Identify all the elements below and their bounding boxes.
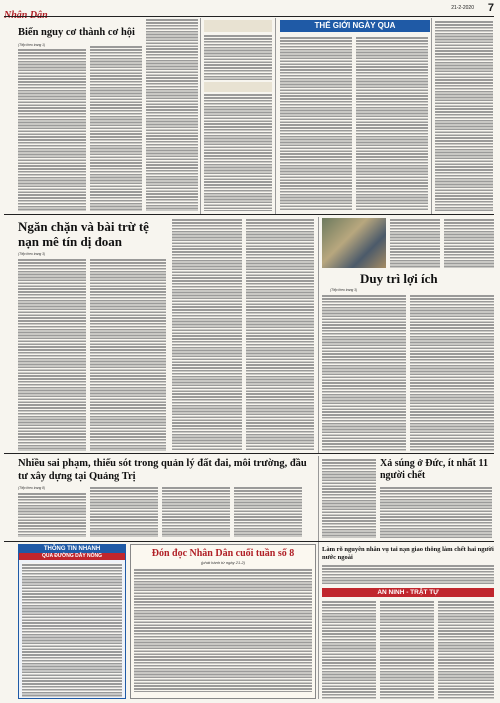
article-body	[356, 36, 428, 211]
article-body	[134, 568, 312, 692]
masthead	[4, 3, 64, 15]
news-photo	[322, 218, 386, 268]
article-body	[90, 486, 158, 537]
article-body	[322, 600, 376, 699]
article-body	[380, 486, 492, 538]
article-title: Làm rõ nguyên nhân vụ tai nạn giao thông làm chết hai người nước ngoài	[322, 546, 494, 561]
article-body	[18, 492, 86, 537]
column-rule	[318, 217, 319, 453]
section-rule	[4, 214, 494, 215]
section-subheader: QUA ĐƯỜNG DÂY NÓNG	[19, 553, 125, 560]
section-header: THÔNG TIN NHANH	[19, 545, 125, 553]
section-rule	[4, 453, 494, 454]
section-header: THẾ GIỚI NGÀY QUA	[280, 20, 430, 32]
article-title: Ngăn chặn và bài trừ tệ nạn mê tín dị đoan	[18, 219, 149, 249]
article-body	[146, 18, 198, 211]
article-body	[280, 36, 352, 211]
article-body	[162, 486, 230, 537]
column-rule	[275, 18, 276, 214]
article-body	[172, 218, 242, 451]
article-body	[435, 20, 493, 211]
article-body	[246, 218, 314, 451]
article-body	[322, 294, 406, 451]
header-rule	[4, 16, 494, 17]
article-body	[444, 218, 494, 268]
column-rule	[200, 18, 201, 214]
article-body	[322, 564, 494, 584]
quick-news-box	[18, 544, 126, 699]
article-body	[204, 93, 272, 211]
page-number: 7	[487, 2, 494, 14]
column-rule	[318, 456, 319, 546]
promo-box	[130, 544, 316, 699]
column-rule	[318, 544, 319, 699]
page-date: 21-2-2020	[451, 5, 474, 11]
column-rule	[431, 18, 432, 214]
article-body	[390, 218, 440, 268]
article-body	[22, 563, 122, 697]
article-body	[322, 458, 376, 538]
article-title: Xả súng ở Đức, ít nhất 11 người chết	[380, 458, 488, 481]
section-header: AN NINH - TRẬT TỰ	[322, 588, 494, 597]
article-title: Nhiều sai phạm, thiếu sót trong quản lý đất đai, môi trường, đầu tư xây dựng tại Quảng Trị	[18, 458, 307, 482]
promo-title: Đón đọc Nhân Dân cuối tuần số 8	[151, 548, 295, 559]
byline: (Tiếp theo trang 8)	[18, 486, 46, 490]
article-body	[234, 486, 302, 537]
article-title: Duy trì lợi ích	[360, 271, 438, 286]
article-body	[438, 600, 494, 699]
subhead	[204, 82, 272, 92]
promo-subtitle: (phát hành từ ngày 21-2)	[200, 560, 246, 565]
byline: (Tiếp theo trang 1)	[18, 43, 46, 47]
article-body	[380, 600, 434, 699]
article-body	[410, 294, 494, 451]
section-rule	[4, 541, 494, 542]
article-body	[18, 48, 86, 211]
subhead	[204, 20, 272, 32]
article-body	[18, 258, 86, 451]
byline: (Tiếp theo trang 3)	[18, 252, 46, 256]
article-body	[204, 34, 272, 80]
article-title: Biển nguy cơ thành cơ hội	[18, 27, 135, 38]
byline: (Tiếp theo trang 3)	[330, 288, 358, 292]
article-body	[90, 258, 166, 451]
article-body	[90, 45, 142, 211]
